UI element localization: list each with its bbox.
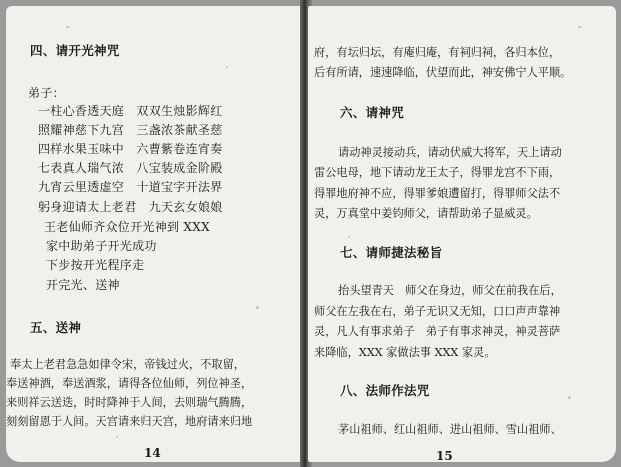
paragraph-line: 请动神灵接动兵，请动伏威大将军，天上请动	[338, 146, 562, 159]
heading-7: 七、请师捷法秘旨	[340, 245, 443, 260]
paragraph-line: 后有所请，速速降临，伏望而此，神安佛宁人平顺。	[314, 66, 572, 79]
paragraph-line: 灵，凡人有事求弟子 弟子有事求神灵，神灵菩萨	[314, 325, 561, 338]
paragraph-line: 来则祥云送迭，时时降神于人间，去则瑞气腾腾，	[6, 396, 253, 409]
right-page	[308, 6, 616, 462]
heading-8: 八、法师作法咒	[340, 383, 430, 398]
verse-line: 开完光、送神	[46, 278, 120, 292]
paragraph-line: 茅山祖师、红山祖师、进山祖师、雪山祖师、	[338, 423, 562, 436]
heading-4: 四、请开光神咒	[30, 43, 120, 58]
verse-line: 四样水果玉味中 六曹紫卷连宵奏	[38, 142, 223, 156]
paragraph-line: 灵，万真堂中姜钧师父，请帮助弟子显威灵。	[314, 207, 538, 220]
paragraph-line: 奉送神酒，奉送酒浆，请得各位仙师，列位神圣，	[6, 377, 253, 390]
page-number-left: 14	[144, 446, 161, 460]
paragraph-line: 来降临，XXX 家做法事 XXX 家灵。	[314, 346, 496, 359]
paragraph-line: 刻刻留恩于人间。天宫请来归天宫，地府请来归地	[6, 415, 253, 428]
paragraph-line: 得罪地府神不应，得罪爹娘遭留打，得罪师父法不	[314, 187, 561, 200]
heading-6: 六、请神咒	[340, 105, 405, 120]
verse-line: 王老仙师齐众位开光神到 XXX	[44, 220, 210, 234]
verse-line: 照耀神慈下九宫 三盏浓茶献圣慈	[38, 123, 223, 137]
disciples-label: 弟子：	[28, 86, 65, 100]
verse-line: 家中助弟子开光成功	[46, 239, 157, 253]
verse-line: 七表真人瑞气浓 八宝装成金阶殿	[38, 161, 223, 175]
verse-line: 九宵云里透虚空 十道宝字开法界	[38, 180, 223, 194]
paragraph-line: 师父在左我在右，弟子无识又无知，口口声声靠神	[314, 305, 561, 318]
paragraph-line: 抬头望青天 师父在身边，师父在前我在后，	[338, 284, 562, 297]
verse-line: 一柱心香透天庭 双双生烛影辉红	[38, 104, 223, 118]
paragraph-line: 奉太上老君急急如律令宋，帝钱过火，不取留，	[10, 358, 245, 371]
paragraph-line: 府，有坛归坛，有庵归庵，有祠归祠，各归本位，	[314, 46, 561, 59]
verse-line: 躬身迎请太上老君 九天玄女娘娘	[38, 200, 223, 214]
verse-line: 下步按开光程序走	[46, 258, 145, 272]
left-page	[6, 6, 302, 462]
paragraph-line: 雷公电母，地下请动龙王太子，得罪龙宫不下雨，	[314, 166, 561, 179]
page-number-right: 15	[436, 449, 453, 462]
heading-5: 五、送神	[30, 320, 82, 335]
